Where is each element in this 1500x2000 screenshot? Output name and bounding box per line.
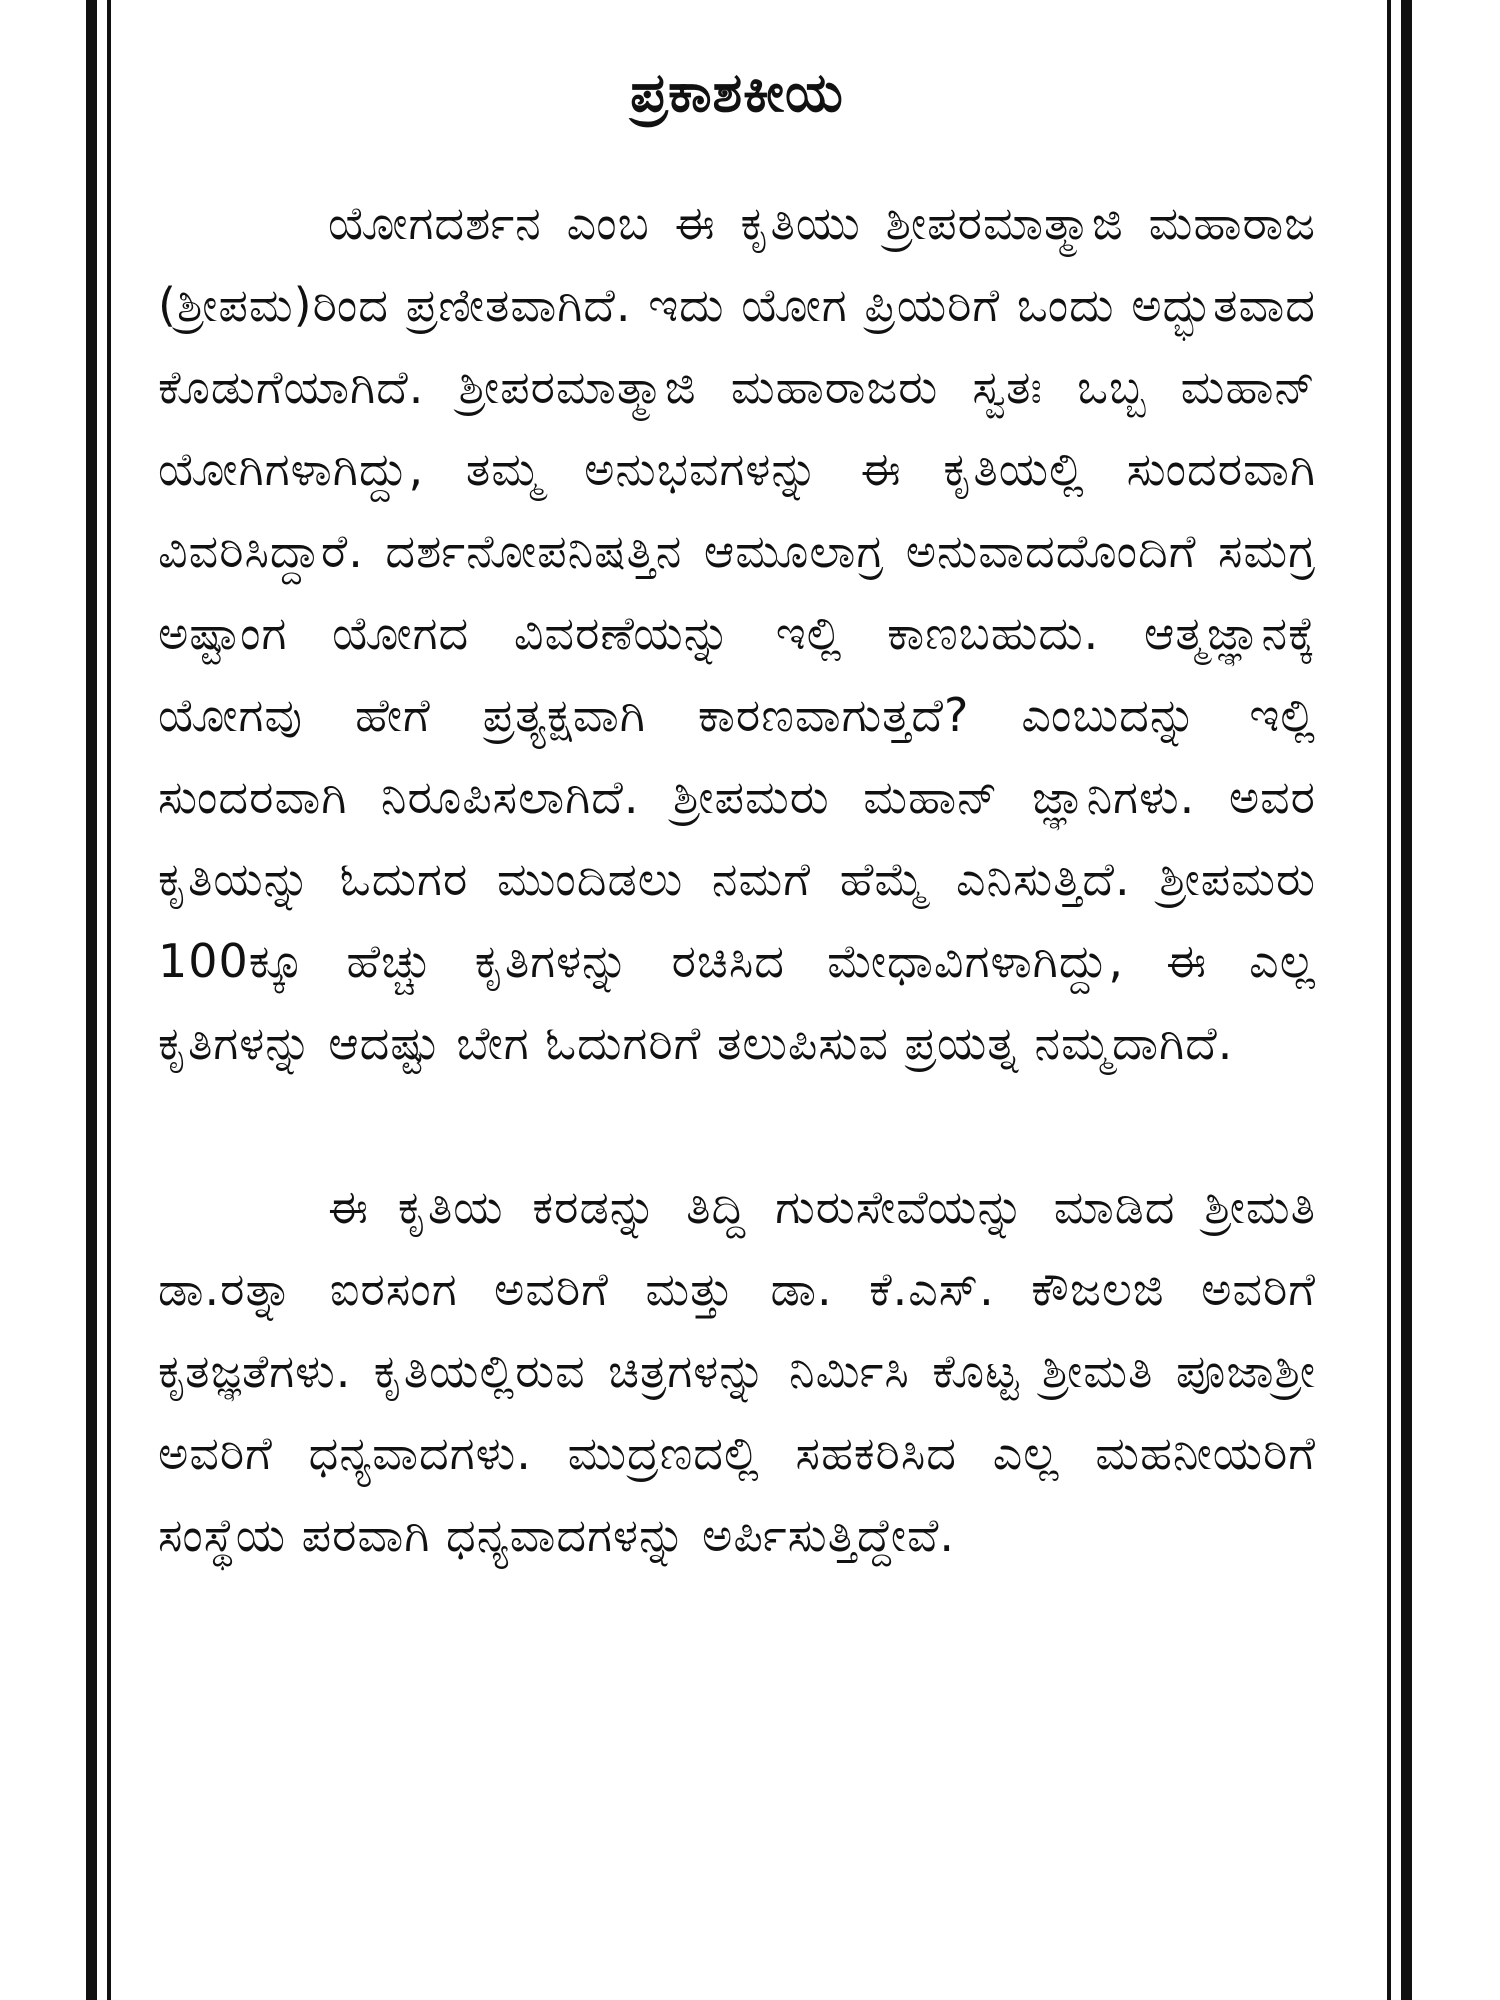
page-border-right-outer (1401, 0, 1412, 2000)
page-border-right-inner (1387, 0, 1391, 2000)
paragraph-acknowledgements: ಈ ಕೃತಿಯ ಕರಡನ್ನು ತಿದ್ದಿ ಗುರುಸೇವೆಯನ್ನು ಮಾಡಿದ ಶ್ರೀಮತಿ ಡಾ.ರತ್ನಾ ಐರಸಂಗ ಅವರಿಗೆ ಮತ್ತು ಡಾ. ಕೆ.ಎಸ್. ಕೌಜಲಜಿ ಅವರಿಗೆ ಕೃತಜ್ಞತೆಗಳು. ಕೃತಿಯಲ್ಲಿರುವ ಚಿತ್ರಗಳನ್ನು ನಿರ್ಮಿಸಿ ಕೊಟ್ಟ ಶ್ರೀಮತಿ ಪೂಜಾಶ್ರೀ ಅವರಿಗೆ ಧನ್ಯವಾದಗಳು. ಮುದ್ರಣದಲ್ಲಿ ಸಹಕರಿಸಿದ ಎಲ್ಲ ಮಹನೀಯರಿಗೆ ಸಂಸ್ಥೆಯ ಪರವಾಗಿ ಧನ್ಯವಾದಗಳನ್ನು ಅರ್ಪಿಸುತ್ತಿದ್ದೇವೆ. (158, 1180, 1316, 1562)
page-border-left-outer (86, 0, 97, 2000)
page-border-left-inner (107, 0, 111, 2000)
paragraph-introduction: ಯೋಗದರ್ಶನ ಎಂಬ ಈ ಕೃತಿಯು ಶ್ರೀಪರಮಾತ್ಮಾಜಿ ಮಹಾರಾಜ (ಶ್ರೀಪಮ)ರಿಂದ ಪ್ರಣೀತವಾಗಿದೆ. ಇದು ಯೋಗ ಪ್ರಿಯರಿಗೆ ಒಂದು ಅದ್ಭುತವಾದ ಕೊಡುಗೆಯಾಗಿದೆ. ಶ್ರೀಪರಮಾತ್ಮಾಜಿ ಮಹಾರಾಜರು ಸ್ವತಃ ಒಬ್ಬ ಮಹಾನ್ ಯೋಗಿಗಳಾಗಿದ್ದು, ತಮ್ಮ ಅನುಭವಗಳನ್ನು ಈ ಕೃತಿಯಲ್ಲಿ ಸುಂದರವಾಗಿ ವಿವರಿಸಿದ್ದಾರೆ. ದರ್ಶನೋಪನಿಷತ್ತಿನ ಆಮೂಲಾಗ್ರ ಅನುವಾದದೊಂದಿಗೆ ಸಮಗ್ರ ಅಷ್ಟಾಂಗ ಯೋಗದ ವಿವರಣೆಯನ್ನು ಇಲ್ಲಿ ಕಾಣಬಹುದು. ಆತ್ಮಜ್ಞಾನಕ್ಕೆ ಯೋಗವು ಹೇಗೆ ಪ್ರತ್ಯಕ್ಷವಾಗಿ ಕಾರಣವಾಗುತ್ತದೆ? ಎಂಬುದನ್ನು ಇಲ್ಲಿ ಸುಂದರವಾಗಿ ನಿರೂಪಿಸಲಾಗಿದೆ. ಶ್ರೀಪಮರು ಮಹಾನ್ ಜ್ಞಾನಿಗಳು. ಅವರ ಕೃತಿಯನ್ನು ಓದುಗರ ಮುಂದಿಡಲು ನಮಗೆ ಹೆಮ್ಮೆ ಎನಿಸುತ್ತಿದೆ. ಶ್ರೀಪಮರು 100ಕ್ಕೂ ಹೆಚ್ಚು ಕೃತಿಗಳನ್ನು ರಚಿಸಿದ ಮೇಧಾವಿಗಳಾಗಿದ್ದು, ಈ ಎಲ್ಲ ಕೃತಿಗಳನ್ನು ಆದಷ್ಟು ಬೇಗ ಓದುಗರಿಗೆ ತಲುಪಿಸುವ ಪ್ರಯತ್ನ ನಮ್ಮದಾಗಿದೆ. (158, 196, 1316, 1070)
document-page (158, 40, 1316, 1576)
page-title: ಪ್ರಕಾಶಕೀಯ (630, 61, 844, 124)
